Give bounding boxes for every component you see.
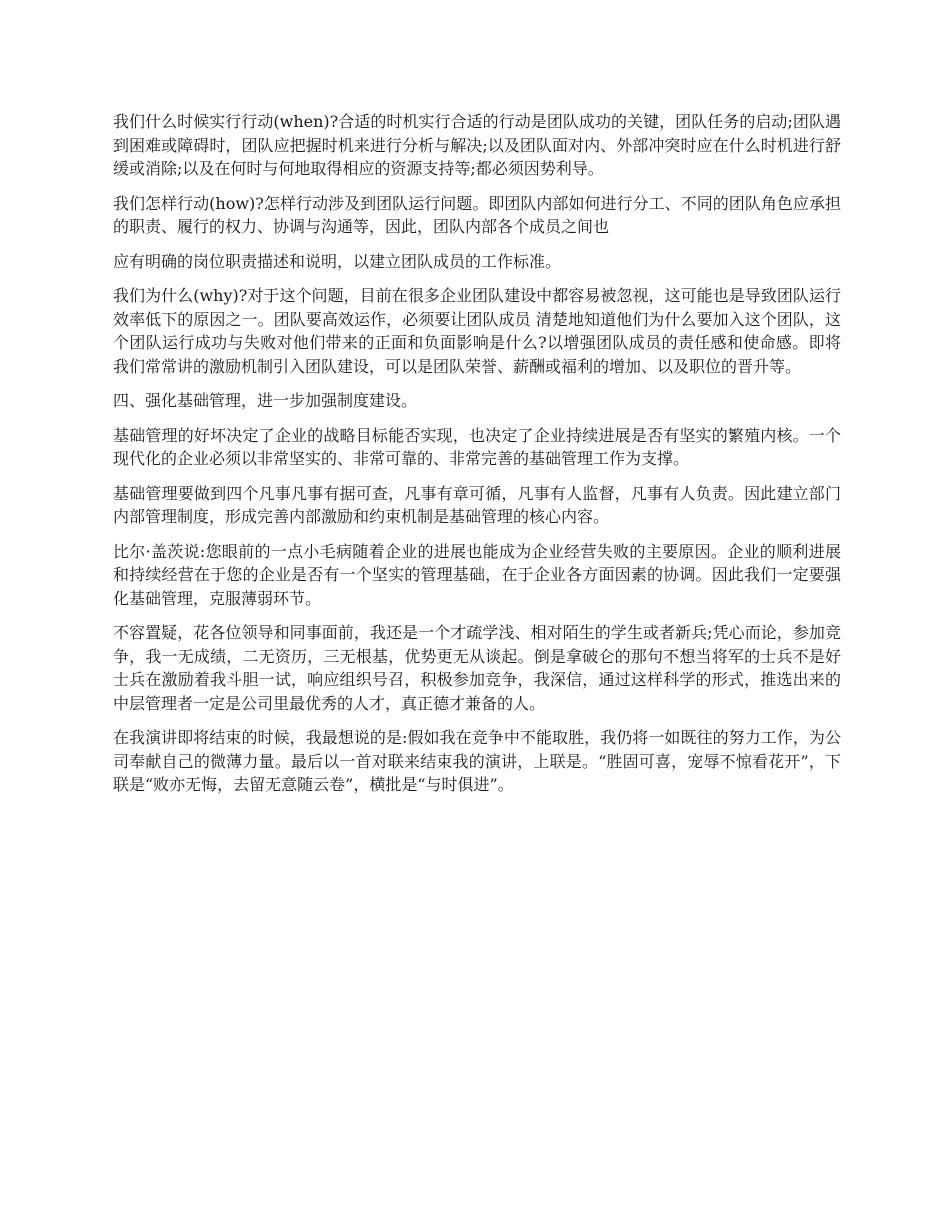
section-heading-four: 四、强化基础管理，进一步加强制度建设。 [113, 391, 418, 410]
paragraph-how-continued: 应有明确的岗位职责描述和说明，以建立团队成员的工作标准。 [113, 251, 562, 271]
paragraph-why: 我们为什么(why)?对于这个问题，目前在很多企业团队建设中都容易被忽视，这可能也是导致团队运行效率低下的原因之一。团队要高效运作，必须要让团队成员 清楚地知道他们为什么要加入这个团队，这个团队运行成功与失败对他们带来的正面和负面影响是什么?以增强团队成员的责任感和使命感。即将我们常常讲的激励机制引入团队建设，可以是团队荣誉、薪酬或福利的增加、以及职位的晋升等。 [113, 286, 841, 376]
paragraph-basic-management: 基础管理的好坏决定了企业的战略目标能否实现，也决定了企业持续进展是否有坚实的繁殖内核。一个现代化的企业必须以非常坚实的、非常可靠的、非常完善的基础管理工作为支撑。 [113, 425, 841, 468]
paragraph-how: 我们怎样行动(how)?怎样行动涉及到团队运行问题。即团队内部如何进行分工、不同的团队角色应承担的职责、履行的权力、协调与沟通等，因此，团队内部各个成员之间也 [113, 193, 841, 236]
paragraph-when: 我们什么时候实行行动(when)?合适的时机实行合适的行动是团队成功的关键，团队任务的启动;团队遇到困难或障碍时，团队应把握时机来进行分析与解决;以及团队面对内、外部冲突时应在什么时机进行舒缓或消除;以及在何时与何地取得相应的资源支持等;都必须因势利导。 [113, 112, 841, 178]
paragraph-self-statement: 不容置疑，花各位领导和同事面前，我还是一个才疏学浅、相对陌生的学生或者新兵;凭心而论，参加竞争，我一无成绩，二无资历，三无根基，优势更无从谈起。倒是拿破仑的那句不想当将军的士兵不是好士兵在激励着我斗胆一试，响应组织号召，积极参加竞争，我深信，通过这样科学的形式，推选出来的中层管理者一定是公司里最优秀的人才，真正德才兼备的人。 [113, 623, 841, 713]
document-body [113, 110, 841, 808]
paragraph-four-principles: 基础管理要做到四个凡事凡事有据可查，凡事有章可循，凡事有人监督，凡事有人负责。因此建立部门内部管理制度，形成完善内部激励和约束机制是基础管理的核心内容。 [113, 483, 841, 526]
paragraph-bill-gates: 比尔·盖茨说:您眼前的一点小毛病随着企业的进展也能成为企业经营失败的主要原因。企业的顺利进展和持续经营在于您的企业是否有一个坚实的管理基础，在于企业各方面因素的协调。因此我们一定要强化基础管理，克服薄弱环节。 [113, 541, 841, 608]
paragraph-closing: 在我演讲即将结束的时候，我最想说的是:假如我在竞争中不能取胜，我仍将一如既往的努力工作，为公司奉献自己的微薄力量。最后以一首对联来结束我的演讲，上联是。“胜固可喜，宠辱不惊看花开”，下联是“败亦无悔，去留无意随云卷”，横批是“与时俱进”。 [113, 728, 841, 794]
